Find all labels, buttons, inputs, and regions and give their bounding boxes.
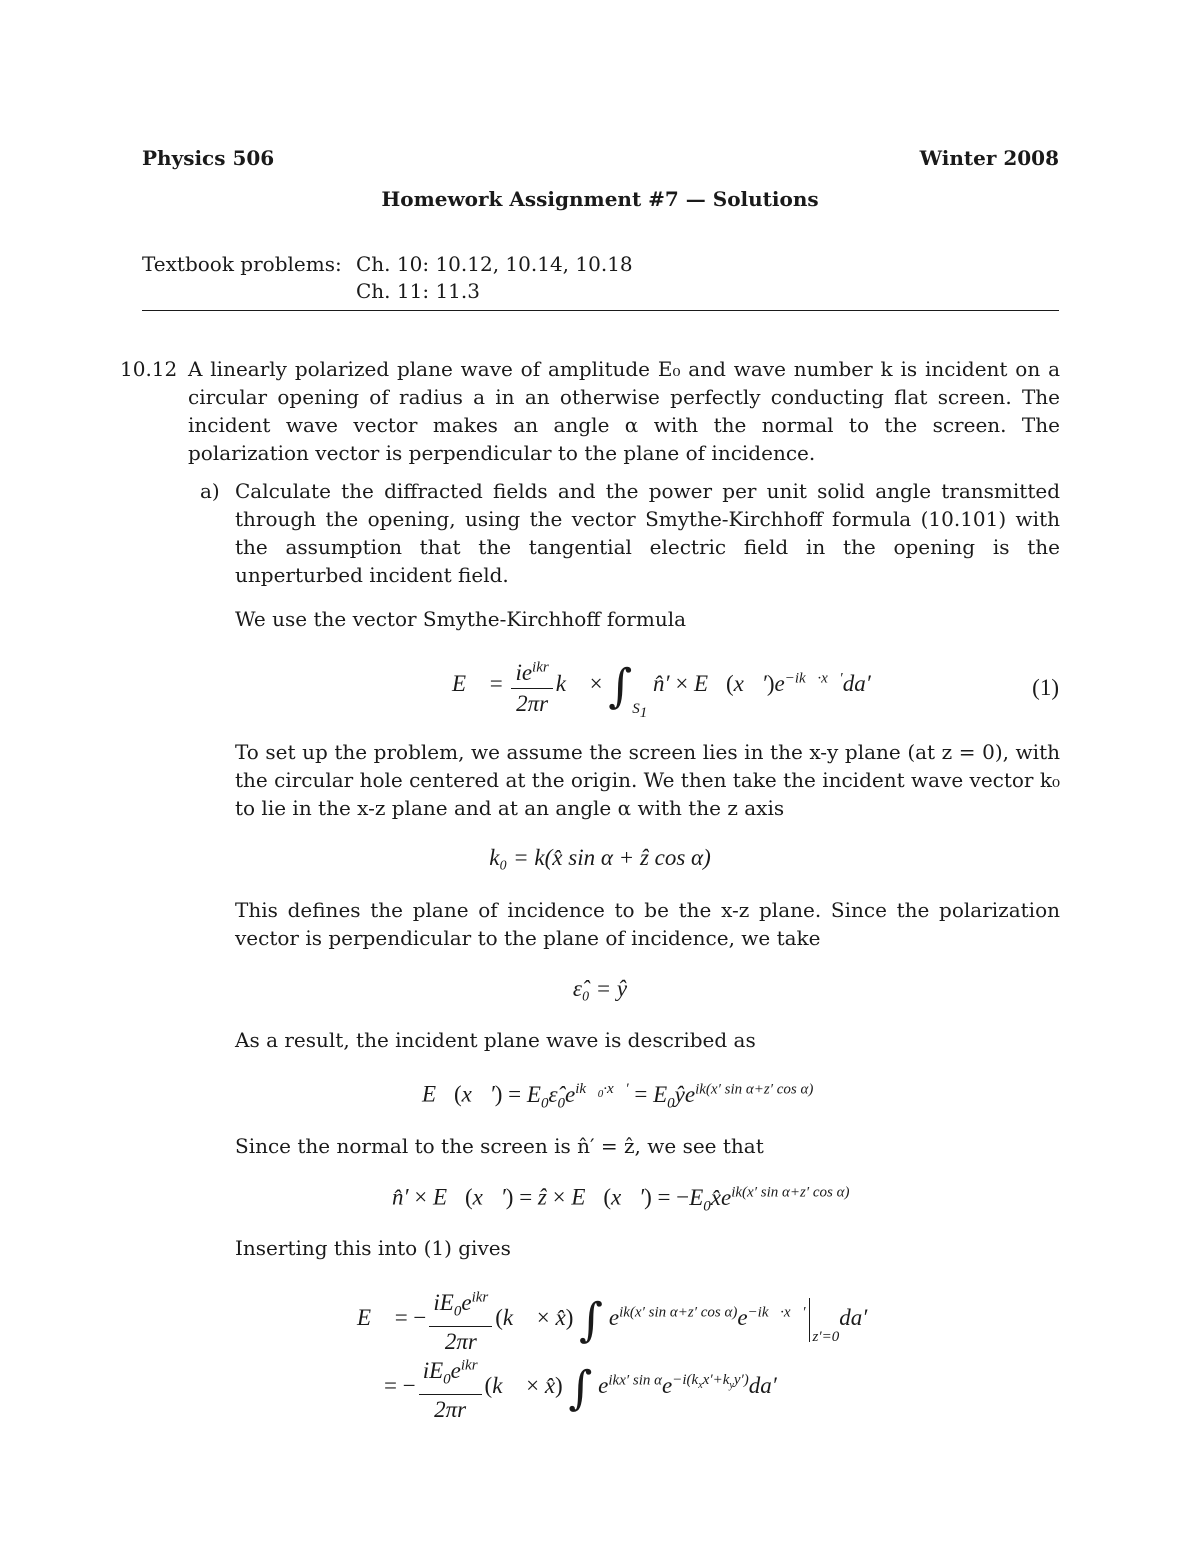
equation-1: E⃗ = $\frac{ie^{ikr}}{2\pi r}$ k⃗ × $\int_{S_1}$ n̂′ × $E⃗(x⃗')e^{-ik⃗\cdot x⃗'}da'$ — [0, 652, 1200, 722]
part-a-label: a) — [200, 479, 220, 503]
term: Winter 2008 — [919, 146, 1059, 170]
textbook-line-2: Ch. 11: 11.3 — [356, 279, 480, 303]
setup-paragraph: To set up the problem, we assume the screen lies in the x-y plane (at z = 0), with the circular hole centered at the origin. We then take the incident wave vector k₀ to lie in the x-z plane and at an angle α with the z axis — [235, 740, 1060, 820]
solution-intro: We use the vector Smythe-Kirchhoff formula — [235, 607, 687, 631]
textbook-line-1: Ch. 10: 10.12, 10.14, 10.18 — [356, 252, 633, 276]
page-title: Homework Assignment #7 — Solutions — [381, 187, 819, 211]
part-a-text: Calculate the diffracted fields and the power per unit solid angle transmitted through the opening, using the vector Smythe-Kirchhoff formula (10.101) with the assumption that the tangential electric field in the opening is the unperturbed incident field. — [235, 479, 1060, 587]
diffracted-field-equation-1: E⃗ = − $\frac{iE_0e^{ikr}}{2\pi r}$ (k⃗ × x̂) ∫ $e^{ik(x' sin \alpha+z' cos \alpha)}e^{-ik⃗\cdot x⃗'}_{z'=0}da'$ — [0, 1282, 1200, 1352]
course-name: Physics 506 — [142, 146, 275, 170]
textbook-label: Textbook problems: — [142, 252, 342, 276]
equation-1-number: (1) — [1032, 675, 1059, 700]
plane-of-incidence-paragraph: This defines the plane of incidence to be the x-z plane. Since the polarization vector is perpendicular to the plane of incidence, we take — [235, 898, 1060, 950]
problem-number: 10.12 — [120, 357, 178, 381]
incident-wave-text: As a result, the incident plane wave is described as — [235, 1028, 756, 1052]
inserting-text: Inserting this into (1) gives — [235, 1236, 511, 1260]
polarization-equation: ε̂₀ = ŷ — [572, 976, 628, 1001]
diffracted-field-equation-2: = − $\frac{iE_0e^{ikr}}{2\pi r}$ (k⃗ × x̂) ∫ $e^{ikx' sin \alpha}e^{-i(k_xx'+k_yy')}da'$ — [0, 1350, 1200, 1420]
problem-statement: A linearly polarized plane wave of amplitude E₀ and wave number k is incident on a circular opening of radius a in an otherwise perfectly conducting flat screen. The incident wave vector makes an angle α with the normal to the screen. The polarization vector is perpendicular to the plane of incidence. — [188, 357, 1060, 465]
header-divider — [142, 310, 1059, 311]
normal-text: Since the normal to the screen is n̂′ = ẑ, we see that — [235, 1134, 764, 1158]
wave-vector-equation: k₀ = k(x̂ sin α + ẑ cos α) — [489, 845, 711, 870]
